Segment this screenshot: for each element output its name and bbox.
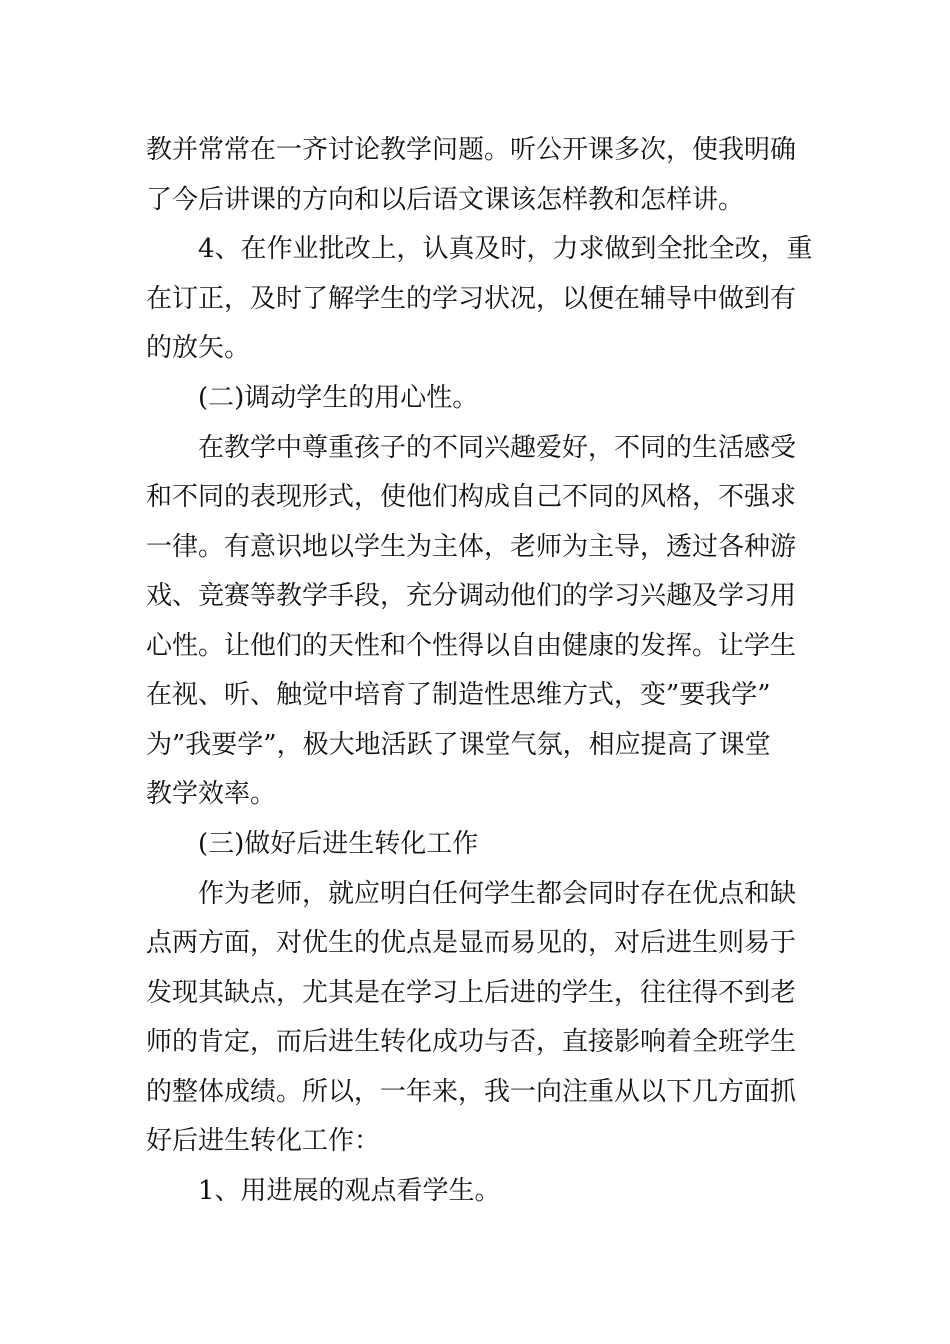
section-heading [0,824,950,864]
text-line [0,527,950,567]
text-line-content: 教并常常在一齐讨论教学问题。听公开课多次，使我明确 [146,135,797,165]
text-line-content: 好后进生转化工作： [146,1126,381,1156]
text-line-content: 师的肯定，而后进生转化成功与否，直接影响着全班学生 [146,1027,797,1057]
text-line-content: 教学效率。 [146,779,277,809]
text-line [0,1072,950,1112]
text-line [0,626,950,666]
text-line-content: 4、在作业批改上，认真及时，力求做到全批全改，重 [198,234,813,264]
list-item-text: 1、用进展的观点看学生。 [198,1176,501,1206]
text-line-content: 作为老师，就应明白任何学生都会同时存在优点和缺 [198,879,797,909]
text-line-content: 在教学中尊重孩子的不同兴趣爱好，不同的生活感受 [198,433,797,463]
text-line-content: 和不同的表现形式，使他们构成自己不同的风格，不强求 [146,482,797,512]
text-line [0,328,950,368]
text-line [0,576,950,616]
text-line-content: 了今后讲课的方向和以后语文课该怎样教和怎样讲。 [146,185,745,215]
text-line [0,675,950,715]
text-line [0,874,950,914]
section-heading-text: (三)做好后进生转化工作 [198,829,479,859]
text-line-content: 的放矢。 [146,333,251,363]
text-line-content: 戏、竞赛等教学手段，充分调动他们的学习兴趣及学习用 [146,581,797,611]
text-line [0,923,950,963]
text-line [0,1022,950,1062]
text-line-content: 在订正，及时了解学生的学习状况，以便在辅导中做到有 [146,284,797,314]
text-line-content: 心性。让他们的天性和个性得以自由健康的发挥。让学生 [146,631,797,661]
text-line [0,477,950,517]
text-line [0,1121,950,1161]
text-line [0,180,950,220]
text-line [0,279,950,319]
text-line-content: 点两方面，对优生的优点是显而易见的，对后进生则易于 [146,928,797,958]
text-line [0,428,950,468]
section-heading-text: (二)调动学生的用心性。 [198,383,479,413]
text-line-content: 一律。有意识地以学生为主体，老师为主导，透过各种游 [146,532,797,562]
text-line [0,774,950,814]
text-line-content: 发现其缺点，尤其是在学习上后进的学生，往往得不到老 [146,978,797,1008]
text-line [0,725,950,765]
text-line-content: 在视、听、触觉中培育了制造性思维方式，变”要我学” [146,680,771,710]
text-line-content: 的整体成绩。所以，一年来，我一向注重从以下几方面抓 [146,1077,797,1107]
text-line [0,130,950,170]
list-item [0,1171,950,1211]
text-line [0,229,950,269]
section-heading [0,378,950,418]
text-line [0,973,950,1013]
text-line-content: 为”我要学”，极大地活跃了课堂气氛，相应提高了课堂 [146,730,771,760]
